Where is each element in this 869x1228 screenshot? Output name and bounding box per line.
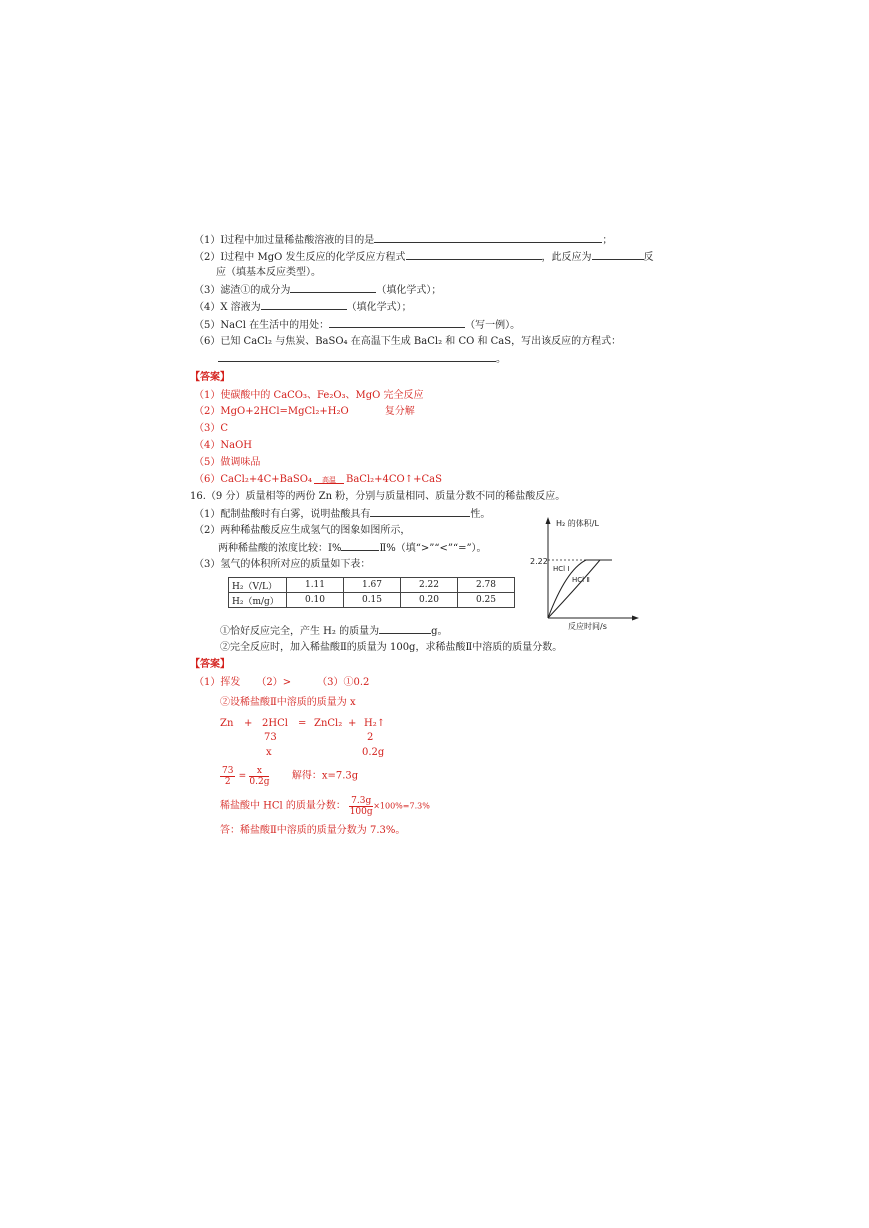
- proportion: $\frac{73}{2}$ = $\frac{x}{0.2g}$ 解得：x=7.3g: [222, 766, 359, 787]
- y-tick-label: 2.22: [530, 557, 548, 566]
- molar-mass-hcl: 73: [264, 732, 277, 743]
- q16-part2-compare: 两种稀盐酸的浓度比较：Ⅰ% Ⅱ%（填“>”“<”“=”）。: [218, 543, 487, 554]
- molar-mass-h2: 2: [367, 732, 374, 743]
- eq-hcl: 2HCl: [262, 718, 288, 729]
- q16-part1: （1）配制盐酸时有白雾，说明盐酸具有 性。: [194, 509, 491, 520]
- answer-blank[interactable]: [370, 507, 470, 517]
- eq-plus: +: [348, 718, 357, 729]
- answer-blank[interactable]: [341, 541, 379, 551]
- eq-equals: =: [298, 718, 307, 729]
- q15-part1: （1）Ⅰ过程中加过量稀盐酸溶液的目的是 ；: [194, 235, 613, 246]
- answer15-6: （6）CaCl₂+4C+BaSO₄ 高温 BaCl₂+4CO↑+CaS: [194, 474, 442, 485]
- table-cell: 1.11: [287, 578, 344, 593]
- answer-blank[interactable]: [379, 624, 431, 634]
- table-row: [229, 578, 515, 593]
- table-cell: 2.78: [458, 578, 515, 593]
- answer-blank[interactable]: [406, 250, 542, 260]
- table-row: [229, 593, 515, 608]
- answer16-line1: （1）挥发 （2）> （3）①0.2: [194, 677, 370, 688]
- fraction: $\frac{x}{0.2g}$: [249, 766, 270, 787]
- q16-stem: 16.（9 分）质量相等的两份 Zn 粉，分别与质量相同、质量分数不同的稀盐酸反应。: [190, 491, 566, 502]
- answer15-5: （5）做调味品: [194, 457, 261, 468]
- answer-blank[interactable]: [218, 352, 496, 362]
- q16-sub1: ①恰好反应完全，产生 H₂ 的质量为 g。: [220, 626, 448, 637]
- q15-part6: （6）已知 CaCl₂ 与焦炭、BaSO₄ 在高温下生成 BaCl₂ 和 CO 和 CaS，写出该反应的方程式：: [194, 336, 622, 347]
- high-temp-condition: 高温: [312, 474, 346, 487]
- q16-sub2: ②完全反应时，加入稀盐酸Ⅱ的质量为 100g，求稀盐酸Ⅱ中溶质的质量分数。: [220, 642, 563, 653]
- fraction: $\frac{73}{2}$: [222, 766, 234, 787]
- answer-tag: 【答案】: [190, 659, 230, 670]
- unknown-x: x: [266, 747, 272, 758]
- table-cell: 1.67: [344, 578, 401, 593]
- x-axis-arrow: [632, 616, 639, 621]
- table-cell: 0.15: [344, 593, 401, 608]
- curve-label-2: HCl Ⅱ: [572, 576, 590, 584]
- y-axis-arrow: [546, 517, 551, 524]
- table-header: H₂（V/L）: [229, 578, 287, 593]
- q15-part4: （4）X 溶液为 （填化学式）；: [194, 302, 412, 313]
- hydrogen-volume-graph: [526, 514, 644, 630]
- answer-blank[interactable]: [261, 300, 347, 310]
- percentage-calc: 稀盐酸中 HCl 的质量分数： $\frac{7.3g}{100g}$ ×100%=7.3%: [220, 796, 430, 817]
- answer15-1: （1）使碳酸中的 CaCO₃、Fe₂O₃、MgO 完全反应: [194, 390, 424, 401]
- answer-blank[interactable]: [329, 318, 465, 328]
- curve-label-1: HCl Ⅰ: [553, 565, 570, 573]
- hydrogen-table: [228, 577, 515, 608]
- eq-zn: Zn: [220, 718, 234, 729]
- mass-h2: 0.2g: [362, 747, 385, 758]
- q15-part6-line: 。: [218, 352, 506, 366]
- answer-blank[interactable]: [374, 233, 602, 243]
- table-cell: 0.10: [287, 593, 344, 608]
- table-cell: 0.20: [401, 593, 458, 608]
- y-axis-label: H₂ 的体积/L: [556, 519, 599, 528]
- x-axis-label: 反应时间/s: [568, 622, 607, 630]
- answer-tag: 【答案】: [190, 372, 230, 383]
- answer-blank[interactable]: [592, 250, 644, 260]
- answer15-4: （4）NaOH: [194, 440, 252, 451]
- eq-zncl2: ZnCl₂: [314, 718, 343, 729]
- answer15-3: （3）C: [194, 423, 229, 434]
- final-answer: 答：稀盐酸Ⅱ中溶质的质量分数为 7.3%。: [220, 825, 406, 836]
- q15-part3: （3）滤渣①的成分为 （填化学式）；: [194, 285, 442, 296]
- fraction: $\frac{7.3g}{100g}$: [349, 796, 373, 817]
- answer15-2: （2）MgO+2HCl=MgCl₂+H₂O 复分解: [194, 406, 415, 417]
- q15-part5: （5）NaCl 在生活中的用处： （写一例）。: [194, 320, 521, 331]
- table-cell: 0.25: [458, 593, 515, 608]
- eq-plus: +: [244, 718, 253, 729]
- q16-part3: （3）氢气的体积所对应的质量如下表：: [194, 559, 371, 570]
- eq-h2: H₂↑: [364, 718, 386, 729]
- table-cell: 2.22: [401, 578, 458, 593]
- answer-blank[interactable]: [290, 283, 376, 293]
- answer16-let: ②设稀盐酸Ⅱ中溶质的质量为 x: [220, 697, 356, 708]
- q15-part2-cont: 应（填基本反应类型）。: [216, 267, 321, 278]
- table-header: H₂（m/g）: [229, 593, 287, 608]
- q16-part2: （2）两种稀盐酸反应生成氢气的图象如图所示，: [194, 525, 411, 536]
- q15-part2: （2）Ⅰ过程中 MgO 发生反应的化学反应方程式 ，此反应为 反: [194, 252, 654, 263]
